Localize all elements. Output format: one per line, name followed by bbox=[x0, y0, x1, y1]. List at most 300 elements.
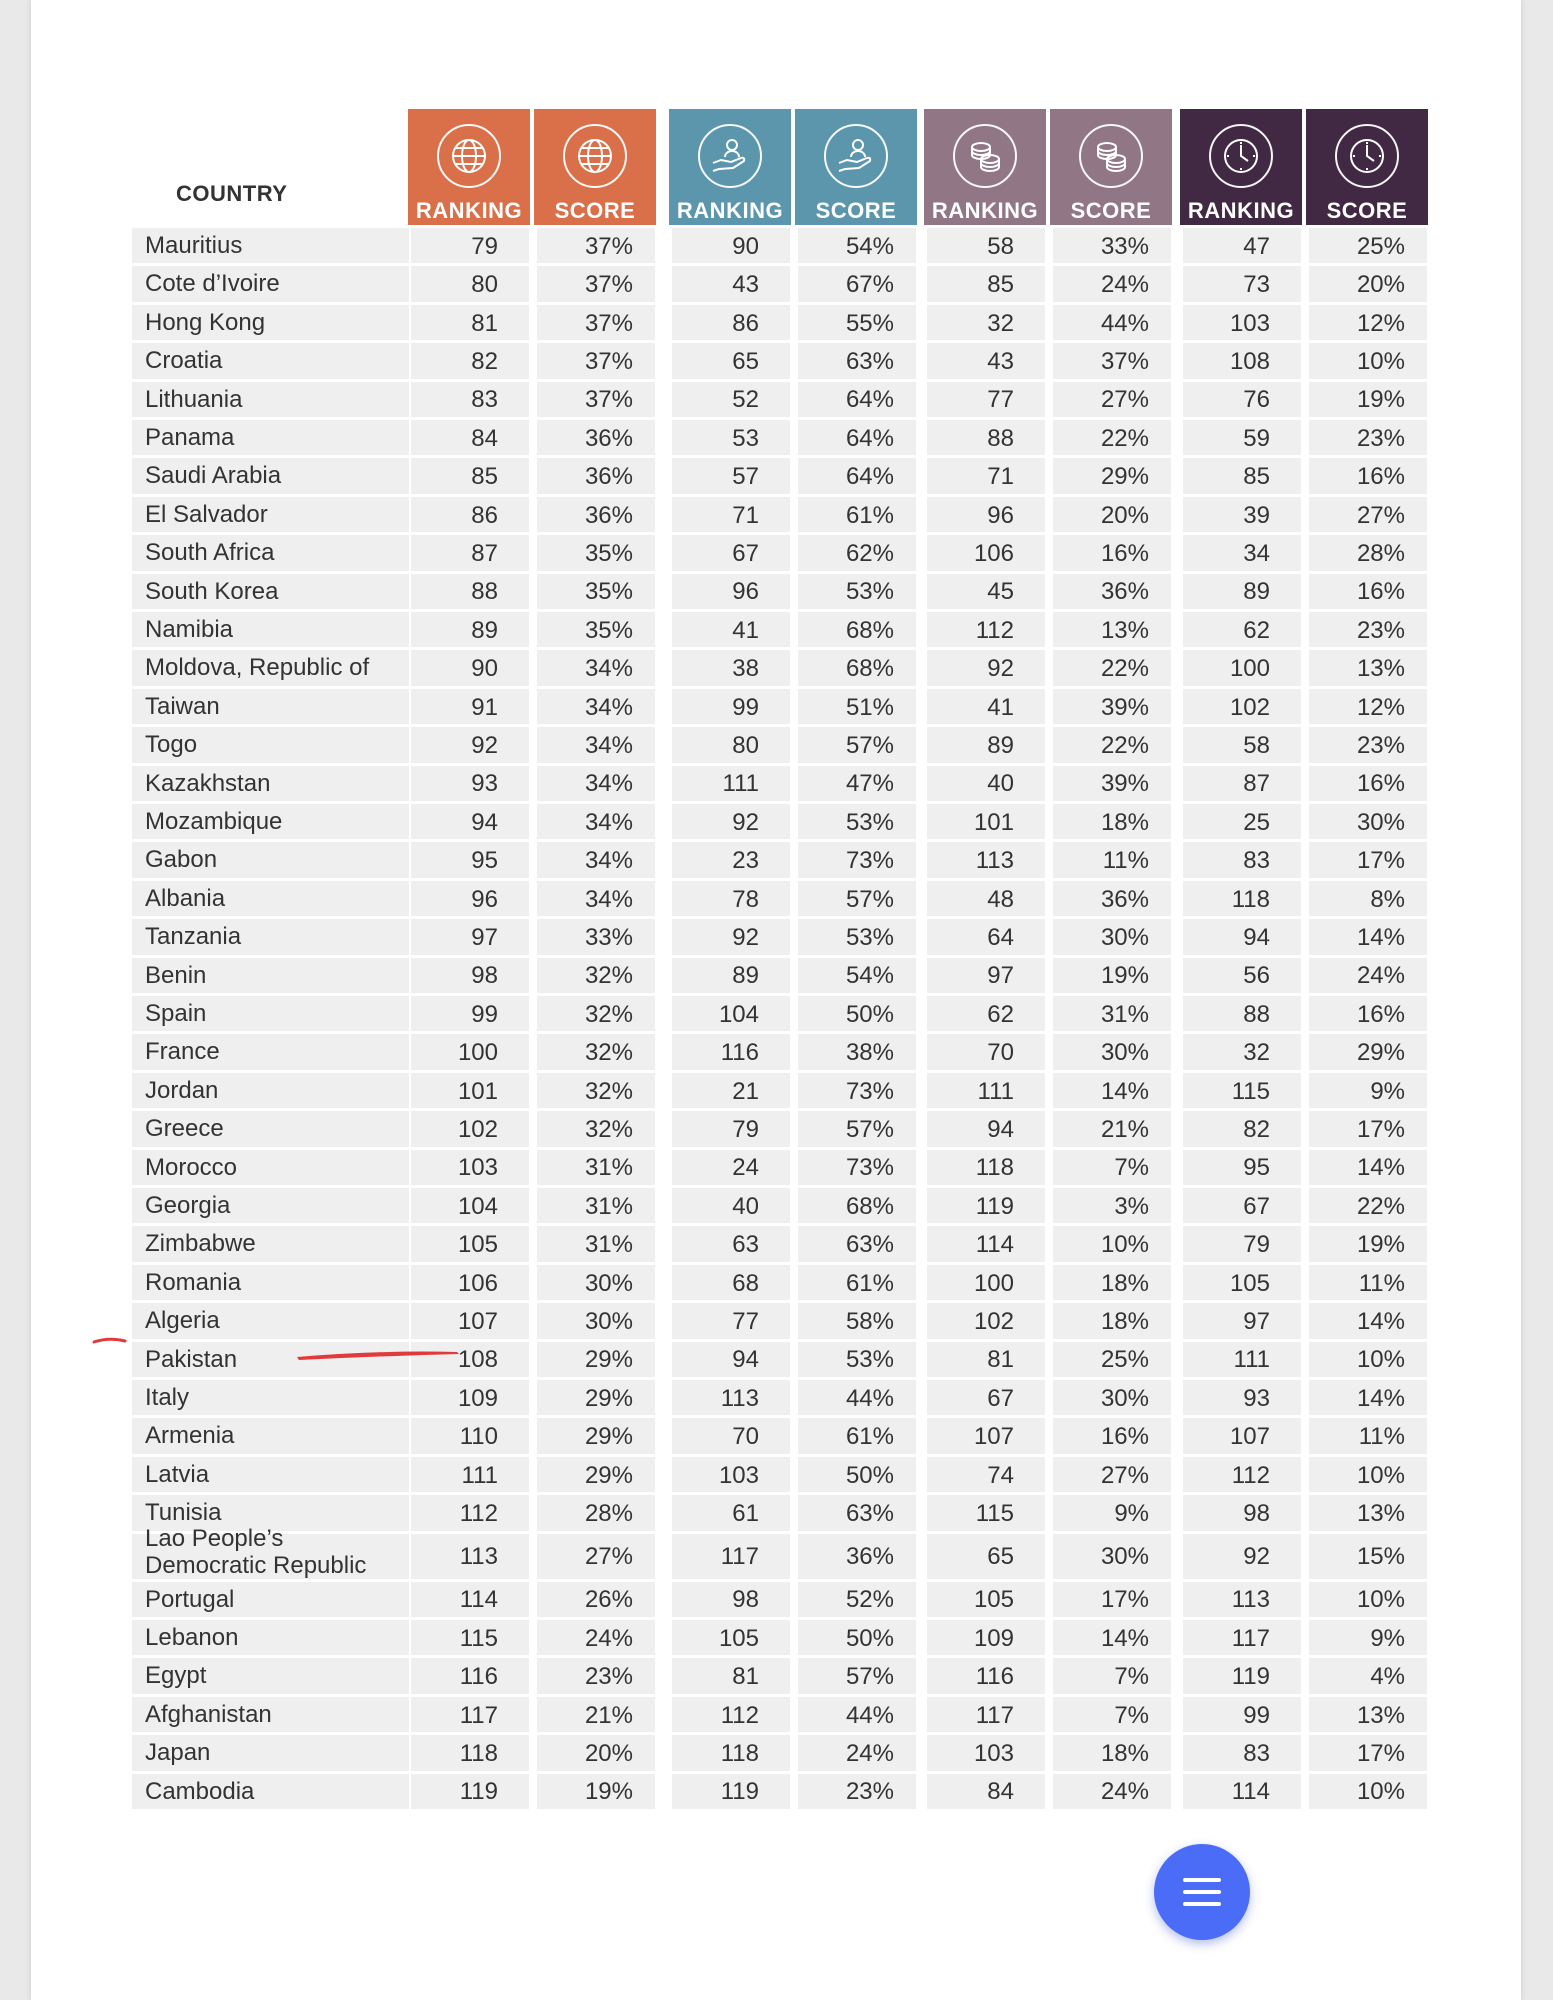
ranking-cell: 58 bbox=[987, 232, 1014, 260]
ranking-cell: 67 bbox=[1243, 1192, 1270, 1220]
score-cell: 14% bbox=[1100, 1077, 1149, 1105]
score-cell: 15% bbox=[1356, 1543, 1405, 1571]
ranking-cell: 89 bbox=[471, 616, 498, 644]
score-cell: 16% bbox=[1356, 1000, 1405, 1028]
ranking-cell: 80 bbox=[471, 271, 498, 299]
score-cell: 17% bbox=[1356, 847, 1405, 875]
ranking-cell: 104 bbox=[718, 1000, 759, 1028]
ranking-cell: 56 bbox=[1243, 962, 1270, 990]
score-cell: 18% bbox=[1100, 1269, 1149, 1297]
country-name: Togo bbox=[145, 731, 198, 759]
ranking-cell: 108 bbox=[1229, 347, 1270, 375]
score-cell: 19% bbox=[1356, 386, 1405, 414]
score-cell: 16% bbox=[1100, 1423, 1149, 1451]
score-cell: 64% bbox=[845, 424, 894, 452]
country-name: Cote d’Ivoire bbox=[145, 270, 280, 298]
score-cell: 51% bbox=[845, 693, 894, 721]
score-cell: 73% bbox=[845, 1154, 894, 1182]
column-header-label: RANKING bbox=[1187, 198, 1295, 223]
score-cell: 32% bbox=[584, 962, 633, 990]
score-cell: 29% bbox=[584, 1346, 633, 1374]
ranking-cell: 92 bbox=[471, 731, 498, 759]
ranking-cell: 112 bbox=[720, 1701, 759, 1729]
score-cell: 10% bbox=[1356, 1778, 1405, 1806]
score-cell: 27% bbox=[584, 1543, 633, 1571]
score-cell: 52% bbox=[845, 1586, 894, 1614]
column-header-label: RANKING bbox=[676, 198, 784, 223]
score-cell: 61% bbox=[845, 1423, 894, 1451]
score-cell: 30% bbox=[1356, 808, 1405, 836]
score-cell: 35% bbox=[584, 539, 633, 567]
score-cell: 63% bbox=[845, 347, 894, 375]
ranking-cell: 117 bbox=[720, 1543, 759, 1571]
score-cell: 9% bbox=[1114, 1499, 1149, 1527]
score-cell: 32% bbox=[584, 1077, 633, 1105]
ranking-cell: 57 bbox=[732, 463, 759, 491]
ranking-cell: 39 bbox=[1243, 501, 1270, 529]
score-cell: 54% bbox=[845, 232, 894, 260]
ranking-cell: 103 bbox=[718, 1461, 759, 1489]
ranking-cell: 32 bbox=[987, 309, 1014, 337]
ranking-cell: 70 bbox=[732, 1423, 759, 1451]
score-cell: 54% bbox=[845, 962, 894, 990]
score-cell: 36% bbox=[1100, 885, 1149, 913]
score-cell: 20% bbox=[1100, 501, 1149, 529]
score-cell: 47% bbox=[845, 770, 894, 798]
score-cell: 34% bbox=[584, 731, 633, 759]
ranking-cell: 116 bbox=[459, 1663, 498, 1691]
score-cell: 17% bbox=[1100, 1586, 1149, 1614]
globe-icon bbox=[437, 124, 501, 188]
ranking-cell: 105 bbox=[1229, 1269, 1270, 1297]
ranking-cell: 79 bbox=[732, 1115, 759, 1143]
ranking-cell: 95 bbox=[1243, 1154, 1270, 1182]
ranking-cell: 71 bbox=[987, 463, 1014, 491]
ranking-cell: 103 bbox=[973, 1739, 1014, 1767]
score-cell: 12% bbox=[1356, 693, 1405, 721]
ranking-cell: 108 bbox=[457, 1346, 498, 1374]
score-cell: 23% bbox=[845, 1778, 894, 1806]
score-header-3 bbox=[1050, 109, 1172, 225]
ranking-cell: 117 bbox=[975, 1701, 1014, 1729]
score-cell: 64% bbox=[845, 463, 894, 491]
score-cell: 63% bbox=[845, 1231, 894, 1259]
ranking-header-3 bbox=[924, 109, 1046, 225]
country-name: Pakistan bbox=[145, 1345, 238, 1373]
ranking-cell: 99 bbox=[1243, 1701, 1270, 1729]
country-name: Japan bbox=[145, 1739, 211, 1767]
ranking-cell: 114 bbox=[1231, 1778, 1270, 1806]
score-cell: 39% bbox=[1100, 693, 1149, 721]
score-cell: 14% bbox=[1356, 1307, 1405, 1335]
column-header-label: SCORE bbox=[1326, 198, 1408, 223]
ranking-cell: 99 bbox=[732, 693, 759, 721]
score-cell: 14% bbox=[1356, 1154, 1405, 1182]
score-cell: 31% bbox=[1100, 1000, 1149, 1028]
ranking-cell: 83 bbox=[1243, 847, 1270, 875]
pakistan-underline-mark bbox=[261, 1340, 471, 1370]
coins-icon bbox=[953, 124, 1017, 188]
ranking-cell: 86 bbox=[471, 501, 498, 529]
ranking-cell: 81 bbox=[471, 309, 498, 337]
country-name: Jordan bbox=[145, 1076, 219, 1104]
score-cell: 58% bbox=[845, 1307, 894, 1335]
ranking-cell: 40 bbox=[987, 770, 1014, 798]
ranking-cell: 41 bbox=[732, 616, 759, 644]
country-name: Algeria bbox=[145, 1307, 220, 1335]
score-cell: 14% bbox=[1356, 923, 1405, 951]
ranking-cell: 47 bbox=[1243, 232, 1270, 260]
score-cell: 7% bbox=[1114, 1701, 1149, 1729]
country-name: El Salvador bbox=[145, 500, 268, 528]
score-cell: 30% bbox=[584, 1307, 633, 1335]
ranking-cell: 115 bbox=[459, 1624, 498, 1652]
score-cell: 26% bbox=[584, 1586, 633, 1614]
ranking-cell: 107 bbox=[973, 1423, 1014, 1451]
ranking-header-1 bbox=[408, 109, 530, 225]
score-cell: 55% bbox=[845, 309, 894, 337]
ranking-cell: 41 bbox=[987, 693, 1014, 721]
score-cell: 31% bbox=[584, 1231, 633, 1259]
score-cell: 31% bbox=[584, 1154, 633, 1182]
ranking-cell: 118 bbox=[975, 1154, 1014, 1182]
country-name: South Korea bbox=[145, 577, 279, 605]
score-cell: 38% bbox=[845, 1039, 894, 1067]
country-name: Armenia bbox=[145, 1422, 235, 1450]
score-cell: 36% bbox=[845, 1543, 894, 1571]
hand-person-icon bbox=[824, 124, 888, 188]
score-cell: 22% bbox=[1356, 1192, 1405, 1220]
score-cell: 11% bbox=[1102, 847, 1149, 875]
ranking-cell: 92 bbox=[987, 655, 1014, 683]
column-header-label: RANKING bbox=[931, 198, 1039, 223]
country-name: Moldova, Republic of bbox=[145, 654, 370, 682]
document-page bbox=[31, 0, 1521, 2000]
score-cell: 13% bbox=[1356, 1701, 1405, 1729]
ranking-cell: 43 bbox=[987, 347, 1014, 375]
score-cell: 36% bbox=[584, 463, 633, 491]
coins-icon bbox=[1079, 124, 1143, 188]
ranking-cell: 92 bbox=[1243, 1543, 1270, 1571]
ranking-cell: 106 bbox=[973, 539, 1014, 567]
ranking-cell: 119 bbox=[1231, 1663, 1270, 1691]
country-name: Gabon bbox=[145, 846, 218, 874]
ranking-cell: 77 bbox=[732, 1307, 759, 1335]
score-header-4 bbox=[1306, 109, 1428, 225]
score-cell: 8% bbox=[1370, 885, 1405, 913]
ranking-cell: 115 bbox=[975, 1499, 1014, 1527]
ranking-cell: 77 bbox=[987, 386, 1014, 414]
ranking-cell: 118 bbox=[1231, 885, 1270, 913]
score-cell: 73% bbox=[845, 847, 894, 875]
menu-icon-line bbox=[1183, 1878, 1221, 1882]
ranking-cell: 87 bbox=[1243, 770, 1270, 798]
ranking-cell: 87 bbox=[471, 539, 498, 567]
score-cell: 3% bbox=[1114, 1192, 1149, 1220]
score-cell: 30% bbox=[584, 1269, 633, 1297]
score-cell: 36% bbox=[584, 501, 633, 529]
score-cell: 34% bbox=[584, 693, 633, 721]
ranking-cell: 64 bbox=[987, 923, 1014, 951]
score-header-1 bbox=[534, 109, 656, 225]
ranking-cell: 43 bbox=[732, 271, 759, 299]
country-name: Cambodia bbox=[145, 1777, 255, 1805]
country-name: Lebanon bbox=[145, 1624, 239, 1651]
score-cell: 68% bbox=[845, 655, 894, 683]
score-cell: 53% bbox=[845, 1346, 894, 1374]
ranking-cell: 83 bbox=[1243, 1739, 1270, 1767]
ranking-cell: 93 bbox=[1243, 1384, 1270, 1412]
ranking-cell: 118 bbox=[459, 1739, 498, 1767]
score-cell: 57% bbox=[845, 1115, 894, 1143]
score-cell: 9% bbox=[1370, 1077, 1405, 1105]
score-cell: 24% bbox=[584, 1624, 633, 1652]
score-cell: 29% bbox=[584, 1461, 633, 1489]
ranking-cell: 113 bbox=[459, 1543, 498, 1571]
ranking-cell: 89 bbox=[987, 731, 1014, 759]
ranking-cell: 61 bbox=[732, 1499, 759, 1527]
score-cell: 27% bbox=[1100, 1461, 1149, 1489]
ranking-cell: 109 bbox=[973, 1624, 1014, 1652]
ranking-cell: 81 bbox=[732, 1663, 759, 1691]
ranking-cell: 104 bbox=[457, 1192, 498, 1220]
score-cell: 18% bbox=[1100, 1739, 1149, 1767]
column-header-label: SCORE bbox=[554, 198, 636, 223]
score-cell: 35% bbox=[584, 578, 633, 606]
score-cell: 34% bbox=[584, 655, 633, 683]
ranking-cell: 113 bbox=[720, 1384, 759, 1412]
ranking-cell: 112 bbox=[975, 616, 1014, 644]
ranking-cell: 79 bbox=[471, 232, 498, 260]
ranking-cell: 109 bbox=[457, 1384, 498, 1412]
ranking-cell: 83 bbox=[471, 386, 498, 414]
score-cell: 34% bbox=[584, 808, 633, 836]
ranking-cell: 97 bbox=[471, 923, 498, 951]
ranking-cell: 85 bbox=[1243, 463, 1270, 491]
ranking-cell: 84 bbox=[471, 424, 498, 452]
score-cell: 7% bbox=[1114, 1663, 1149, 1691]
score-cell: 27% bbox=[1356, 501, 1405, 529]
score-cell: 16% bbox=[1356, 578, 1405, 606]
score-cell: 24% bbox=[1100, 271, 1149, 299]
country-name: Morocco bbox=[145, 1153, 238, 1181]
ranking-cell: 68 bbox=[732, 1269, 759, 1297]
ranking-cell: 62 bbox=[987, 1000, 1014, 1028]
ranking-cell: 102 bbox=[457, 1115, 498, 1143]
ranking-cell: 88 bbox=[471, 578, 498, 606]
score-cell: 37% bbox=[1100, 347, 1149, 375]
ranking-cell: 103 bbox=[457, 1154, 498, 1182]
country-name: Albania bbox=[145, 884, 226, 912]
score-cell: 25% bbox=[1100, 1346, 1149, 1374]
ranking-cell: 78 bbox=[732, 885, 759, 913]
score-cell: 53% bbox=[845, 578, 894, 606]
ranking-cell: 96 bbox=[987, 501, 1014, 529]
ranking-cell: 70 bbox=[987, 1039, 1014, 1067]
score-cell: 32% bbox=[584, 1000, 633, 1028]
score-cell: 30% bbox=[1100, 1039, 1149, 1067]
ranking-cell: 100 bbox=[1229, 655, 1270, 683]
score-cell: 19% bbox=[1356, 1231, 1405, 1259]
ranking-cell: 21 bbox=[732, 1077, 759, 1105]
ranking-cell: 97 bbox=[987, 962, 1014, 990]
score-cell: 33% bbox=[584, 923, 633, 951]
score-cell: 37% bbox=[584, 232, 633, 260]
country-name: Mauritius bbox=[145, 232, 243, 259]
ranking-cell: 79 bbox=[1243, 1231, 1270, 1259]
country-name: Saudi Arabia bbox=[145, 462, 282, 490]
score-cell: 39% bbox=[1100, 770, 1149, 798]
score-cell: 37% bbox=[584, 347, 633, 375]
country-name: Hong Kong bbox=[145, 308, 266, 336]
country-name: Tunisia bbox=[145, 1499, 222, 1527]
ranking-cell: 102 bbox=[973, 1307, 1014, 1335]
ranking-cell: 112 bbox=[459, 1499, 498, 1527]
ranking-cell: 74 bbox=[987, 1461, 1014, 1489]
ranking-cell: 101 bbox=[457, 1077, 498, 1105]
score-cell: 13% bbox=[1356, 1499, 1405, 1527]
score-cell: 17% bbox=[1356, 1739, 1405, 1767]
ranking-cell: 110 bbox=[459, 1423, 498, 1451]
country-name: Romania bbox=[145, 1268, 242, 1296]
ranking-cell: 88 bbox=[987, 424, 1014, 452]
ranking-cell: 94 bbox=[732, 1346, 759, 1374]
margin-dash-mark bbox=[61, 1330, 141, 1350]
ranking-cell: 105 bbox=[457, 1231, 498, 1259]
score-cell: 29% bbox=[584, 1423, 633, 1451]
score-cell: 4% bbox=[1370, 1663, 1405, 1691]
score-cell: 10% bbox=[1100, 1231, 1149, 1259]
score-cell: 28% bbox=[1356, 539, 1405, 567]
ranking-cell: 98 bbox=[1243, 1499, 1270, 1527]
column-header-label: SCORE bbox=[1070, 198, 1152, 223]
score-cell: 36% bbox=[1100, 578, 1149, 606]
score-cell: 44% bbox=[845, 1384, 894, 1412]
score-cell: 13% bbox=[1356, 655, 1405, 683]
score-cell: 11% bbox=[1358, 1423, 1405, 1451]
score-cell: 57% bbox=[845, 1663, 894, 1691]
score-cell: 14% bbox=[1100, 1624, 1149, 1652]
menu-button[interactable] bbox=[1154, 1844, 1250, 1940]
ranking-cell: 114 bbox=[975, 1231, 1014, 1259]
country-name: Zimbabwe bbox=[145, 1230, 256, 1258]
ranking-cell: 52 bbox=[732, 386, 759, 414]
ranking-cell: 105 bbox=[973, 1586, 1014, 1614]
ranking-cell: 48 bbox=[987, 885, 1014, 913]
ranking-cell: 107 bbox=[1229, 1423, 1270, 1451]
score-cell: 24% bbox=[1100, 1778, 1149, 1806]
score-cell: 22% bbox=[1100, 731, 1149, 759]
score-cell: 7% bbox=[1114, 1154, 1149, 1182]
ranking-cell: 59 bbox=[1243, 424, 1270, 452]
score-cell: 30% bbox=[1100, 923, 1149, 951]
ranking-cell: 40 bbox=[732, 1192, 759, 1220]
ranking-cell: 113 bbox=[1231, 1586, 1270, 1614]
country-name-line: Democratic Republic bbox=[145, 1551, 367, 1579]
score-cell: 12% bbox=[1356, 309, 1405, 337]
menu-icon-line bbox=[1183, 1902, 1221, 1906]
score-cell: 21% bbox=[1100, 1115, 1149, 1143]
ranking-cell: 102 bbox=[1229, 693, 1270, 721]
score-cell: 14% bbox=[1356, 1384, 1405, 1412]
ranking-cell: 81 bbox=[987, 1346, 1014, 1374]
score-cell: 73% bbox=[845, 1077, 894, 1105]
score-cell: 61% bbox=[845, 501, 894, 529]
ranking-cell: 91 bbox=[471, 693, 498, 721]
ranking-cell: 112 bbox=[1231, 1461, 1270, 1489]
score-cell: 30% bbox=[1100, 1384, 1149, 1412]
ranking-cell: 89 bbox=[732, 962, 759, 990]
score-cell: 9% bbox=[1370, 1624, 1405, 1652]
score-cell: 23% bbox=[584, 1663, 633, 1691]
ranking-cell: 82 bbox=[471, 347, 498, 375]
ranking-cell: 32 bbox=[1243, 1039, 1270, 1067]
score-cell: 29% bbox=[1100, 463, 1149, 491]
ranking-cell: 96 bbox=[471, 885, 498, 913]
ranking-cell: 80 bbox=[732, 731, 759, 759]
score-header-2 bbox=[795, 109, 917, 225]
ranking-cell: 88 bbox=[1243, 1000, 1270, 1028]
ranking-cell: 100 bbox=[973, 1269, 1014, 1297]
ranking-cell: 111 bbox=[1233, 1346, 1270, 1374]
ranking-header-4 bbox=[1180, 109, 1302, 225]
ranking-cell: 99 bbox=[471, 1000, 498, 1028]
score-cell: 37% bbox=[584, 386, 633, 414]
ranking-cell: 100 bbox=[457, 1039, 498, 1067]
country-name: Namibia bbox=[145, 616, 234, 643]
ranking-cell: 114 bbox=[459, 1586, 498, 1614]
score-cell: 28% bbox=[584, 1499, 633, 1527]
country-name: Mozambique bbox=[145, 808, 283, 835]
score-cell: 16% bbox=[1356, 463, 1405, 491]
ranking-cell: 119 bbox=[975, 1192, 1014, 1220]
clock-icon bbox=[1335, 124, 1399, 188]
score-cell: 21% bbox=[584, 1701, 633, 1729]
ranking-cell: 92 bbox=[732, 808, 759, 836]
score-cell: 11% bbox=[1358, 1269, 1405, 1297]
score-cell: 37% bbox=[584, 271, 633, 299]
country-name: Taiwan bbox=[145, 692, 220, 720]
country-name: Kazakhstan bbox=[145, 769, 271, 797]
ranking-cell: 65 bbox=[987, 1543, 1014, 1571]
score-cell: 68% bbox=[845, 616, 894, 644]
ranking-cell: 76 bbox=[1243, 386, 1270, 414]
column-header-label: RANKING bbox=[415, 198, 523, 223]
score-cell: 62% bbox=[845, 539, 894, 567]
ranking-cell: 94 bbox=[1243, 923, 1270, 951]
score-cell: 34% bbox=[584, 770, 633, 798]
ranking-cell: 45 bbox=[987, 578, 1014, 606]
score-cell: 19% bbox=[1100, 962, 1149, 990]
ranking-cell: 117 bbox=[459, 1701, 498, 1729]
ranking-cell: 105 bbox=[718, 1624, 759, 1652]
ranking-cell: 92 bbox=[732, 923, 759, 951]
country-name: Italy bbox=[145, 1384, 190, 1411]
score-cell: 17% bbox=[1356, 1115, 1405, 1143]
menu-icon-line bbox=[1183, 1890, 1221, 1894]
score-cell: 23% bbox=[1356, 424, 1405, 452]
score-cell: 57% bbox=[845, 731, 894, 759]
country-name: Greece bbox=[145, 1115, 224, 1143]
ranking-cell: 86 bbox=[732, 309, 759, 337]
country-name: Tanzania bbox=[145, 923, 242, 951]
score-cell: 61% bbox=[845, 1269, 894, 1297]
ranking-cell: 107 bbox=[457, 1307, 498, 1335]
score-cell: 10% bbox=[1356, 1346, 1405, 1374]
score-cell: 63% bbox=[845, 1499, 894, 1527]
ranking-cell: 65 bbox=[732, 347, 759, 375]
country-name: Latvia bbox=[145, 1460, 210, 1488]
